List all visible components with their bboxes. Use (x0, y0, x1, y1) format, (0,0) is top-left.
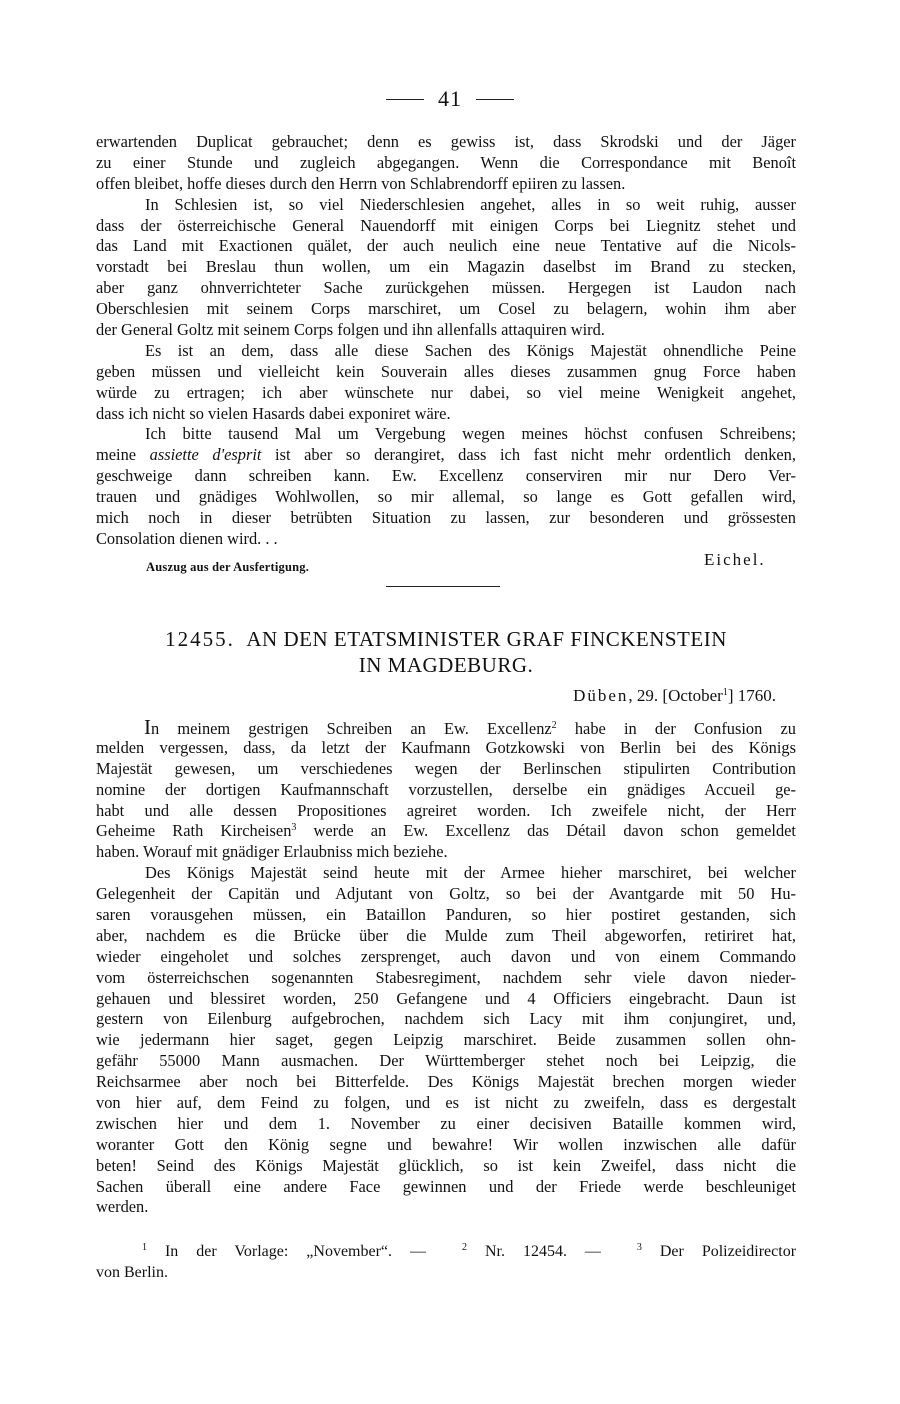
header-rule-right (476, 99, 514, 100)
text-line: Ich bitte tausend Mal um Vergebung wegen meines höchst confusen Schreibens; (145, 424, 796, 444)
text-line: würde zu ertragen; ich aber wünschete nur dabei, so viel meine Wenigkeit angehet, (96, 382, 796, 402)
text-line (96, 717, 796, 738)
text-line: mich noch in dieser betrübten Situation zu lassen, zur besonderen und grössesten (96, 508, 796, 528)
text-line: zu einer Stunde und zugleich abgegangen. Wenn die Correspondance mit Benoît (96, 152, 796, 172)
text-run: ist aber so derangiret, dass ich fast nicht mehr ordentlich denken, (261, 445, 796, 465)
text-line: erwartenden Duplicat gebrauchet; denn es gewiss ist, dass Skrodski und der Jäger (96, 132, 796, 151)
text-line: geben müssen und vielleicht kein Souverain alles dieses zusammen gnug Force haben (96, 361, 796, 381)
page-header (0, 86, 900, 112)
text-line: Des Königs Majestät seind heute mit der Armee hieher marschiret, bei welcher (145, 863, 796, 883)
text-line: gehauen und blessiret worden, 250 Gefangene und 4 Officiers eingebracht. Daun ist (96, 988, 796, 1008)
text-line: offen bleibet, hoffe dieses durch den Herrn von Schlabrendorff epiiren zu lassen. (96, 173, 626, 193)
document-number: 12455. (165, 627, 235, 651)
signature: Eichel. (704, 550, 766, 569)
text-line: von hier auf, dem Feind zu folgen, und es ist nicht zu zweifeln, dass es dergestalt (96, 1093, 796, 1113)
text-run: werde an Ew. Excellenz das Détail davon schon gemeldet (296, 821, 796, 841)
text-line: vom österreichschen sogenannten Stabesregiment, nachdem sehr viele davon nieder- (96, 967, 796, 987)
footnotes (96, 1241, 796, 1283)
text-line: aber ganz ohnverrichteter Sache zurückgehen müssen. Hergegen ist Laudon nach (96, 278, 796, 298)
text-line (96, 445, 796, 466)
text-line: Es ist an dem, dass alle diese Sachen des Königs Majestät ohnendliche Peine (145, 340, 796, 360)
text-line: das Land mit Exactionen quälet, der auch neulich eine neue Tentative auf die Nicols- (96, 236, 796, 256)
footnote-text: Nr. 12454. — (466, 1243, 601, 1260)
footnote-mark: 2 (461, 1242, 467, 1253)
date-place: Düben (573, 686, 629, 705)
text-line: nomine der dortigen Kaufmannschaft vorzustellen, derselbe ein gnädiges Accueil ge- (96, 779, 796, 799)
footnote-text: Der Polizeidirector (641, 1243, 797, 1260)
text-line: vorstadt bei Breslau thun wollen, um ein Magazin daselbst im Brand zu stecken, (96, 257, 796, 277)
date-year: ] 1760. (727, 686, 776, 705)
text-line: Oberschlesien mit seinem Corps marschiret, um Cosel zu belagern, wohin ihm aber (96, 299, 796, 319)
text-line: wie jedermann hier saget, gegen Leipzig marschiret. Beide zusammen sollen ohn- (96, 1030, 796, 1050)
section-divider (386, 586, 500, 587)
text-line: melden vergessen, dass, da letzt der Kaufmann Gotzkowski von Berlin bei des Königs (96, 737, 796, 757)
italic-phrase: assiette d'esprit (149, 445, 262, 465)
document-heading (96, 626, 796, 678)
dateline (470, 686, 776, 706)
text-line: dass ich nicht so vielen Hasards dabei exponiret wäre. (96, 403, 451, 423)
date-text: , 29. [October (628, 686, 723, 705)
text-line: Gelegenheit der Capitän und Adjutant von Goltz, so bei der Avantgarde mit 50 Hu- (96, 884, 796, 904)
text-line: saren vorausgehen müssen, ein Bataillon Panduren, so hier postiret gestanden, sich (96, 905, 796, 925)
source-note: Auszug aus der Ausfertigung. (146, 560, 310, 574)
text-line: Sachen überall eine andere Face gewinnen und der Friede werde beschleuniget (96, 1176, 796, 1196)
text-line: wieder eingeholet und solches zersprenget, auch davon und von einem Commando (96, 946, 796, 966)
footnote-ref: 3 (291, 822, 297, 834)
initial-letter: I (144, 715, 151, 739)
text-line: In Schlesien ist, so viel Niederschlesien angehet, alles in so weit ruhig, ausser (145, 194, 796, 214)
footnote-line (96, 1241, 796, 1262)
text-line: gestern von Eilenburg aufgebrochen, nachdem sich Lacy mit ihm conjungiret, und, (96, 1009, 796, 1029)
text-line: dass der österreichische General Nauendorff mit einigen Corps bei Liegnitz stehet und (96, 215, 796, 235)
text-line: trauen und gnädiges Wohlwollen, so mir allemal, so lange es Gott gefallen wird, (96, 487, 796, 507)
text-line: Reichsarmee aber noch bei Bitterfelde. Des Königs Majestät brechen morgen wieder (96, 1072, 796, 1092)
text-line: geschweige dann schreiben kann. Ew. Excellenz conserviren mir nur Dero Ver- (96, 466, 796, 486)
document-title-line2: IN MAGDEBURG. (358, 653, 534, 677)
text-line: Majestät gewesen, um verschiedenes wegen der Berlinschen stipulirten Contribution (96, 758, 796, 778)
footnote-ref: 2 (551, 720, 557, 731)
page-number: 41 (438, 86, 462, 111)
letter-body (96, 717, 796, 1218)
text-line: gefähr 55000 Mann ausmachen. Der Württemberger stehet noch bei Leipzig, die (96, 1051, 796, 1071)
text-line: woranter Gott den König segne und bewahre! Wir wollen inzwischen alle dafür (96, 1134, 796, 1154)
text-run: Geheime Rath Kircheisen (96, 821, 292, 841)
footnote-text: In der Vorlage: „November“. — (147, 1243, 427, 1260)
text-line: aber, nachdem es die Brücke über die Mulde zum Theil abgeworfen, retiriret hat, (96, 925, 796, 945)
text-line: werden. (96, 1197, 149, 1217)
text-line: haben. Worauf mit gnädiger Erlaubniss mich beziehe. (96, 842, 448, 862)
footnote-mark: 1 (142, 1242, 147, 1253)
previous-letter-text (96, 132, 796, 550)
footnote-ref: 1 (722, 687, 728, 698)
text-line (96, 821, 796, 842)
text-line: der General Goltz mit seinem Corps folgen und ihn allenfalls attaquiren wird. (96, 320, 605, 340)
text-line: zwischen hier und dem 1. November zu einer decisiven Bataille kommen wird, (96, 1113, 796, 1133)
text-line: beten! Seind des Königs Majestät glücklich, so ist kein Zweifel, dass nicht die (96, 1155, 796, 1175)
text-line: habt und alle dessen Propositiones agreiret worden. Ich zweifele nicht, der Herr (96, 800, 796, 820)
text-run: habe in der Confusion zu (556, 719, 796, 738)
header-rule-left (386, 99, 424, 100)
text-run: meine (96, 445, 150, 465)
text-line: Consolation dienen wird. . . (96, 528, 278, 548)
document-title-line1: AN DEN ETATSMINISTER GRAF FINCKENSTEIN (246, 627, 727, 651)
footnote-mark: 3 (636, 1242, 642, 1253)
footnote-line: von Berlin. (96, 1264, 168, 1281)
text-run: n meinem gestrigen Schreiben an Ew. Excellenz (151, 719, 552, 738)
